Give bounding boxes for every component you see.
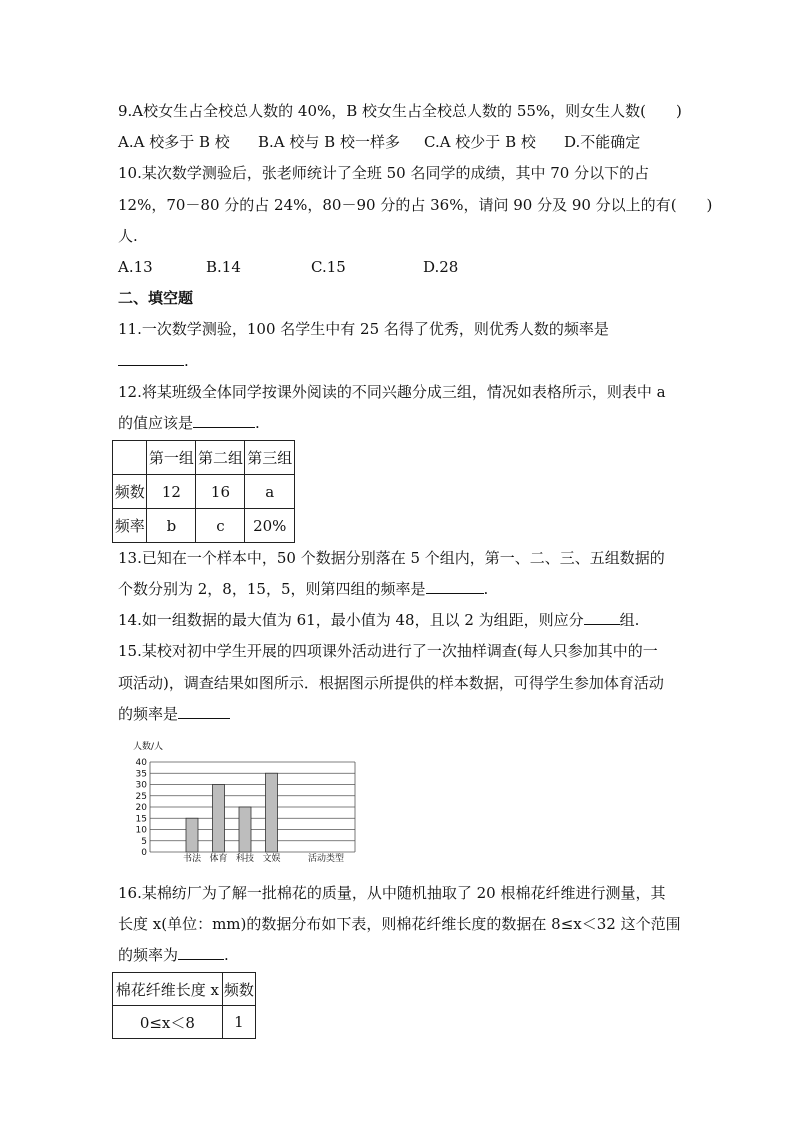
q16-table-header-row bbox=[113, 973, 256, 1006]
chart-category-label: 体育 bbox=[209, 854, 228, 864]
chart-y-tick-label: 15 bbox=[135, 814, 147, 825]
q9-stem: 9.A校女生占全校总人数的 40%，B 校女生占全校总人数的 55%，则女生人数( ) bbox=[118, 102, 682, 120]
chart-y-axis-title: 人数/人 bbox=[133, 742, 164, 752]
q9-options bbox=[118, 132, 640, 152]
q9-option-c: C.A 校少于 B 校 bbox=[424, 133, 536, 151]
q15-line-3-text: 的频率是 bbox=[118, 705, 179, 723]
chart-gridlines bbox=[150, 762, 355, 852]
q10-option-a: A.13 bbox=[118, 258, 153, 276]
q16-line-3-text: 的频率为 bbox=[118, 946, 179, 964]
q16-table-cell: 0≤x＜8 bbox=[113, 1006, 223, 1039]
q12-table-row-frequency-count bbox=[113, 475, 295, 509]
chart-bar bbox=[213, 785, 225, 853]
q16-table-row bbox=[113, 1006, 256, 1039]
q12-line-1: 12.将某班级全体同学按课外阅读的不同兴趣分成三组，情况如表格所示，则表中 a bbox=[118, 383, 666, 401]
q12-table-cell: c bbox=[196, 509, 245, 543]
chart-bars bbox=[186, 773, 278, 852]
q15-line-1: 15.某校对初中学生开展的四项课外活动进行了一次抽样调查(每人只参加其中的一 bbox=[118, 642, 658, 660]
q12-table-row-label: 频数 bbox=[113, 475, 147, 509]
q14-answer-blank[interactable] bbox=[584, 610, 620, 625]
chart-bar bbox=[186, 818, 198, 852]
q16-line-1: 16.某棉纺厂为了解一批棉花的质量，从中随机抽取了 20 根棉花纤维进行测量，其 bbox=[118, 884, 666, 902]
chart-y-tick-label: 5 bbox=[141, 836, 147, 847]
q12-table-cell: a bbox=[245, 475, 295, 509]
q12-table-cell: b bbox=[147, 509, 196, 543]
q12-line-2 bbox=[118, 413, 260, 433]
chart-y-tick-label: 40 bbox=[135, 758, 147, 768]
q10-option-d: D.28 bbox=[423, 258, 459, 276]
q13-line-1: 13.已知在一个样本中，50 个数据分别落在 5 个组内，第一、二、三、五组数据的 bbox=[118, 549, 665, 567]
q15-line-3 bbox=[118, 704, 230, 724]
chart-y-tick-label: 20 bbox=[135, 803, 147, 813]
q10-line-1: 10.某次数学测验后，张老师统计了全班 50 名同学的成绩，其中 70 分以下的占 bbox=[118, 164, 650, 182]
q12-table-cell: 16 bbox=[196, 475, 245, 509]
q9-option-b: B.A 校与 B 校一样多 bbox=[258, 133, 400, 151]
q10-line-2: 12%，70－80 分的占 24%，80－90 分的占 36%，请问 90 分及 90 分以上的有( ) bbox=[118, 196, 713, 214]
chart-category-label: 文娱 bbox=[262, 854, 281, 864]
chart-category-label: 科技 bbox=[235, 854, 255, 864]
q11-answer-blank[interactable] bbox=[118, 351, 184, 366]
chart-y-tick-label: 35 bbox=[135, 769, 147, 780]
q13-line-2 bbox=[118, 579, 488, 599]
q11-period: . bbox=[184, 352, 189, 370]
q16-table-header-cell: 棉花纤维长度 x bbox=[113, 973, 223, 1006]
chart-y-tick-label: 25 bbox=[135, 791, 147, 802]
q15-answer-blank[interactable] bbox=[178, 704, 230, 719]
q14-text-end: 组. bbox=[619, 611, 640, 629]
q16-line-3 bbox=[118, 945, 229, 965]
q12-table-cell: 20% bbox=[245, 509, 295, 543]
chart-y-tick-label: 0 bbox=[141, 848, 147, 858]
q12-period: . bbox=[255, 414, 260, 432]
q16-line-2: 长度 x(单位：mm)的数据分布如下表，则棉花纤维长度的数据在 8≤x＜32 这个范围 bbox=[118, 915, 681, 933]
q12-table-row-frequency-rate bbox=[113, 509, 295, 543]
q12-answer-blank[interactable] bbox=[193, 413, 255, 428]
q12-table-cell: 12 bbox=[147, 475, 196, 509]
activity-bar-chart bbox=[125, 738, 370, 866]
q14-text: 14.如一组数据的最大值为 61，最小值为 48，且以 2 为组距，则应分 bbox=[118, 611, 584, 629]
q12-table bbox=[112, 440, 295, 543]
q13-line-2-text: 个数分别为 2，8，15，5，则第四组的频率是 bbox=[118, 580, 426, 598]
chart-y-tick-label: 10 bbox=[135, 825, 147, 836]
q12-table-header-cell: 第二组 bbox=[196, 441, 245, 475]
chart-bar bbox=[266, 773, 278, 852]
q16-period: . bbox=[224, 946, 229, 964]
q12-table-corner-cell bbox=[113, 441, 147, 475]
q15-line-2: 项活动)，调查结果如图所示．根据图示所提供的样本数据，可得学生参加体育活动 bbox=[118, 674, 664, 692]
q16-table-header-cell: 频数 bbox=[222, 973, 255, 1006]
chart-bar bbox=[239, 807, 251, 852]
chart-y-ticks bbox=[136, 758, 148, 858]
q10-option-c: C.15 bbox=[311, 258, 346, 276]
q16-table bbox=[112, 972, 256, 1039]
q10-line-3: 人. bbox=[118, 227, 138, 245]
chart-category-labels bbox=[183, 852, 281, 864]
q9-option-d: D.不能确定 bbox=[564, 133, 641, 151]
chart-x-axis-title: 活动类型 bbox=[308, 854, 345, 864]
q16-answer-blank[interactable] bbox=[178, 945, 224, 960]
q10-option-b: B.14 bbox=[206, 258, 241, 276]
q16-table-cell: 1 bbox=[222, 1006, 255, 1039]
q9-option-a: A.A 校多于 B 校 bbox=[118, 133, 230, 151]
q12-table-header-cell: 第三组 bbox=[245, 441, 295, 475]
q13-period: . bbox=[483, 580, 489, 598]
q11-line-2 bbox=[118, 351, 189, 371]
q11-line-1: 11.一次数学测验，100 名学生中有 25 名得了优秀，则优秀人数的频率是 bbox=[118, 320, 609, 338]
q14-line bbox=[118, 610, 639, 630]
q12-table-header-row bbox=[113, 441, 295, 475]
q12-line-2-text: 的值应该是 bbox=[118, 414, 194, 432]
q10-options bbox=[118, 257, 458, 277]
chart-category-label: 书法 bbox=[182, 854, 202, 864]
section-heading-fill-in: 二、填空题 bbox=[118, 289, 194, 307]
q13-answer-blank[interactable] bbox=[426, 579, 484, 594]
chart-y-tick-label: 30 bbox=[135, 780, 147, 791]
q12-table-row-label: 频率 bbox=[113, 509, 147, 543]
q12-table-header-cell: 第一组 bbox=[147, 441, 196, 475]
